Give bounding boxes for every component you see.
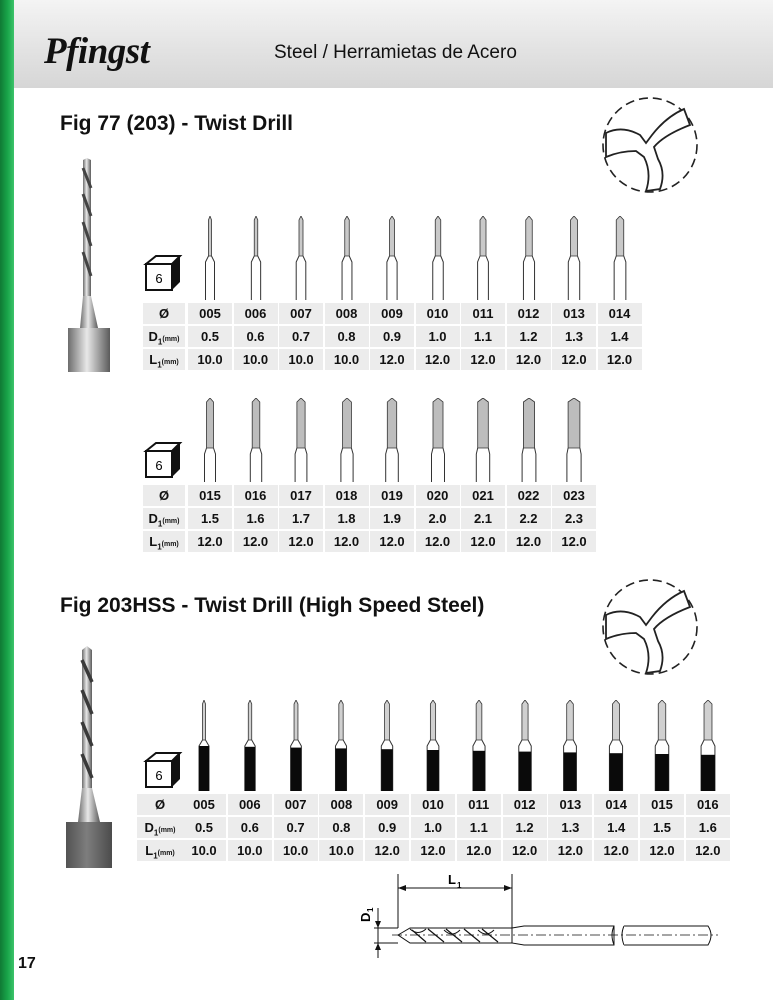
size-cell: 006 — [234, 303, 278, 324]
drill-bit-icon — [288, 398, 314, 482]
length-cell: 10.0 — [234, 349, 278, 370]
row-label-main: D — [144, 820, 154, 835]
size-cell: 005 — [182, 794, 226, 815]
row-label-subscript: 1 — [153, 851, 158, 861]
package-box-icon — [142, 439, 184, 481]
page-number: 17 — [18, 955, 36, 972]
diameter-cell: 1.2 — [503, 817, 547, 838]
package-box-icon — [142, 252, 184, 294]
diameter-cell: 0.7 — [279, 326, 323, 347]
row-label-l1 — [143, 349, 185, 370]
diameter-cell: 1.7 — [279, 508, 323, 529]
size-cell: 012 — [507, 303, 551, 324]
size-cell: 013 — [552, 303, 596, 324]
length-cell: 10.0 — [319, 840, 363, 861]
length-cell: 12.0 — [234, 531, 278, 552]
length-cell: 12.0 — [552, 531, 596, 552]
diameter-cell: 0.8 — [319, 817, 363, 838]
diameter-cell: 1.4 — [594, 817, 638, 838]
drill-bit-icon — [425, 216, 451, 300]
size-cell: 020 — [416, 485, 460, 506]
drill-bit-icon — [512, 700, 538, 791]
length-cell: 12.0 — [461, 349, 505, 370]
drill-bit-icon — [243, 216, 269, 300]
length-cell: 12.0 — [370, 349, 414, 370]
size-cell: 006 — [228, 794, 272, 815]
size-cell: 014 — [594, 794, 638, 815]
diameter-cell: 1.0 — [411, 817, 455, 838]
size-cell: 019 — [370, 485, 414, 506]
size-cell: 007 — [279, 303, 323, 324]
length-cell: 12.0 — [507, 349, 551, 370]
diameter-cell: 1.5 — [640, 817, 684, 838]
drill-bit-icon — [243, 398, 269, 482]
size-cell: 009 — [365, 794, 409, 815]
row-label-main: D — [148, 329, 158, 344]
row-label-size: Ø — [143, 485, 185, 506]
size-cell: 011 — [457, 794, 501, 815]
drill-bit-icon — [561, 398, 587, 482]
length-cell: 10.0 — [188, 349, 232, 370]
diameter-cell: 1.3 — [552, 326, 596, 347]
size-cell: 009 — [370, 303, 414, 324]
package-box-icon — [142, 749, 184, 791]
hss-twist-drill-photo-icon — [64, 646, 114, 868]
drill-bit-icon — [379, 398, 405, 482]
length-cell: 12.0 — [416, 349, 460, 370]
length-cell: 12.0 — [416, 531, 460, 552]
row-label-subscript: 1 — [157, 542, 162, 552]
row-label-size: Ø — [137, 794, 183, 815]
diameter-cell: 0.9 — [370, 326, 414, 347]
length-cell: 10.0 — [325, 349, 369, 370]
row-label-unit: (mm) — [161, 541, 179, 548]
size-cell: 016 — [234, 485, 278, 506]
drill-bit-icon — [288, 216, 314, 300]
drill-bit-icon — [379, 216, 405, 300]
row-label-subscript: 1 — [157, 337, 163, 347]
size-cell: 008 — [319, 794, 363, 815]
length-cell: 12.0 — [548, 840, 592, 861]
diameter-cell: 0.7 — [274, 817, 318, 838]
drill-bit-icon — [557, 700, 583, 791]
size-cell: 023 — [552, 485, 596, 506]
size-cell: 013 — [548, 794, 592, 815]
pfingst-logo: Pfingst — [44, 31, 150, 72]
diameter-cell: 2.2 — [507, 508, 551, 529]
drill-bit-icon — [695, 700, 721, 791]
row-label-unit: (mm) — [162, 518, 180, 525]
size-cell: 005 — [188, 303, 232, 324]
drill-dimension-diagram — [352, 868, 724, 960]
diameter-cell: 1.1 — [461, 326, 505, 347]
row-label-unit: (mm) — [161, 359, 179, 366]
diameter-cell: 1.6 — [234, 508, 278, 529]
diameter-cell: 0.5 — [188, 326, 232, 347]
drill-bit-icon — [470, 216, 496, 300]
row-label-l1 — [137, 840, 183, 861]
drill-bit-icon — [603, 700, 629, 791]
drill-bit-icon — [516, 216, 542, 300]
drill-bit-icon — [470, 398, 496, 482]
length-cell: 12.0 — [640, 840, 684, 861]
row-label-subscript: 1 — [157, 360, 162, 370]
diameter-cell: 1.9 — [370, 508, 414, 529]
diameter-cell: 1.0 — [416, 326, 460, 347]
diameter-cell: 0.6 — [234, 326, 278, 347]
diameter-cell: 2.3 — [552, 508, 596, 529]
drill-bit-icon — [607, 216, 633, 300]
diameter-cell: 1.1 — [457, 817, 501, 838]
diameter-cell: 2.0 — [416, 508, 460, 529]
diameter-cell: 0.5 — [182, 817, 226, 838]
size-cell: 012 — [503, 794, 547, 815]
row-label-d1 — [143, 326, 185, 347]
length-cell: 12.0 — [370, 531, 414, 552]
fig-203hss-title: Fig 203HSS - Twist Drill (High Speed Steel) — [60, 594, 485, 617]
length-cell: 12.0 — [411, 840, 455, 861]
size-cell: 008 — [325, 303, 369, 324]
cross-section-icon — [594, 95, 706, 195]
row-label-main: L — [149, 534, 158, 549]
length-cell: 12.0 — [461, 531, 505, 552]
drill-bit-icon — [334, 216, 360, 300]
drill-bit-icon — [374, 700, 400, 791]
size-cell: 010 — [416, 303, 460, 324]
drill-bit-icon — [516, 398, 542, 482]
size-cell: 014 — [598, 303, 642, 324]
row-label-subscript: 1 — [153, 828, 159, 838]
quantity-label: 6 — [155, 768, 163, 783]
size-cell: 021 — [461, 485, 505, 506]
length-sub-label: 1 — [457, 881, 462, 890]
drill-bit-icon — [197, 398, 223, 482]
size-cell: 011 — [461, 303, 505, 324]
size-cell: 010 — [411, 794, 455, 815]
row-label-main: L — [145, 843, 154, 858]
diameter-label: D — [358, 912, 373, 922]
drill-bit-icon — [561, 216, 587, 300]
drill-bit-icon — [649, 700, 675, 791]
length-cell: 10.0 — [274, 840, 318, 861]
length-cell: 12.0 — [457, 840, 501, 861]
row-label-main: D — [148, 511, 158, 526]
length-cell: 12.0 — [552, 349, 596, 370]
header-subtitle: Steel / Herramietas de Acero — [274, 42, 517, 63]
length-cell: 12.0 — [686, 840, 730, 861]
size-cell: 022 — [507, 485, 551, 506]
size-cell: 007 — [274, 794, 318, 815]
length-cell: 12.0 — [325, 531, 369, 552]
length-cell: 12.0 — [365, 840, 409, 861]
row-label-subscript: 1 — [157, 519, 163, 529]
diameter-cell: 1.5 — [188, 508, 232, 529]
length-cell: 12.0 — [188, 531, 232, 552]
diameter-cell: 2.1 — [461, 508, 505, 529]
diameter-sub-label: 1 — [366, 907, 375, 912]
row-label-d1 — [137, 817, 183, 838]
cross-section-icon — [594, 577, 706, 677]
length-cell: 10.0 — [279, 349, 323, 370]
size-cell: 015 — [640, 794, 684, 815]
row-label-d1 — [143, 508, 185, 529]
length-cell: 10.0 — [182, 840, 226, 861]
drill-bit-icon — [237, 700, 263, 791]
length-cell: 10.0 — [228, 840, 272, 861]
diameter-cell: 1.8 — [325, 508, 369, 529]
drill-bit-icon — [466, 700, 492, 791]
size-cell: 016 — [686, 794, 730, 815]
diameter-cell: 0.8 — [325, 326, 369, 347]
length-cell: 12.0 — [503, 840, 547, 861]
row-label-size: Ø — [143, 303, 185, 324]
length-label: L — [448, 872, 456, 887]
quantity-label: 6 — [155, 271, 163, 286]
drill-bit-icon — [420, 700, 446, 791]
twist-drill-photo-icon — [64, 158, 114, 372]
row-label-unit: (mm) — [157, 850, 175, 857]
drill-bit-icon — [197, 216, 223, 300]
size-cell: 017 — [279, 485, 323, 506]
diameter-cell: 0.6 — [228, 817, 272, 838]
diameter-cell: 1.2 — [507, 326, 551, 347]
row-label-unit: (mm) — [162, 336, 180, 343]
length-cell: 12.0 — [598, 349, 642, 370]
fig-77-title: Fig 77 (203) - Twist Drill — [60, 112, 293, 135]
diameter-cell: 0.9 — [365, 817, 409, 838]
size-cell: 018 — [325, 485, 369, 506]
drill-bit-icon — [283, 700, 309, 791]
row-label-l1 — [143, 531, 185, 552]
length-cell: 12.0 — [507, 531, 551, 552]
drill-bit-icon — [425, 398, 451, 482]
row-label-main: L — [149, 352, 158, 367]
drill-bit-icon — [328, 700, 354, 791]
page-header — [14, 0, 773, 88]
diameter-cell: 1.6 — [686, 817, 730, 838]
length-cell: 12.0 — [279, 531, 323, 552]
drill-bit-icon — [191, 700, 217, 791]
quantity-label: 6 — [155, 458, 163, 473]
diameter-cell: 1.4 — [598, 326, 642, 347]
green-side-bar — [0, 0, 14, 1000]
length-cell: 12.0 — [594, 840, 638, 861]
drill-bit-icon — [334, 398, 360, 482]
row-label-unit: (mm) — [158, 827, 176, 834]
size-cell: 015 — [188, 485, 232, 506]
diameter-cell: 1.3 — [548, 817, 592, 838]
